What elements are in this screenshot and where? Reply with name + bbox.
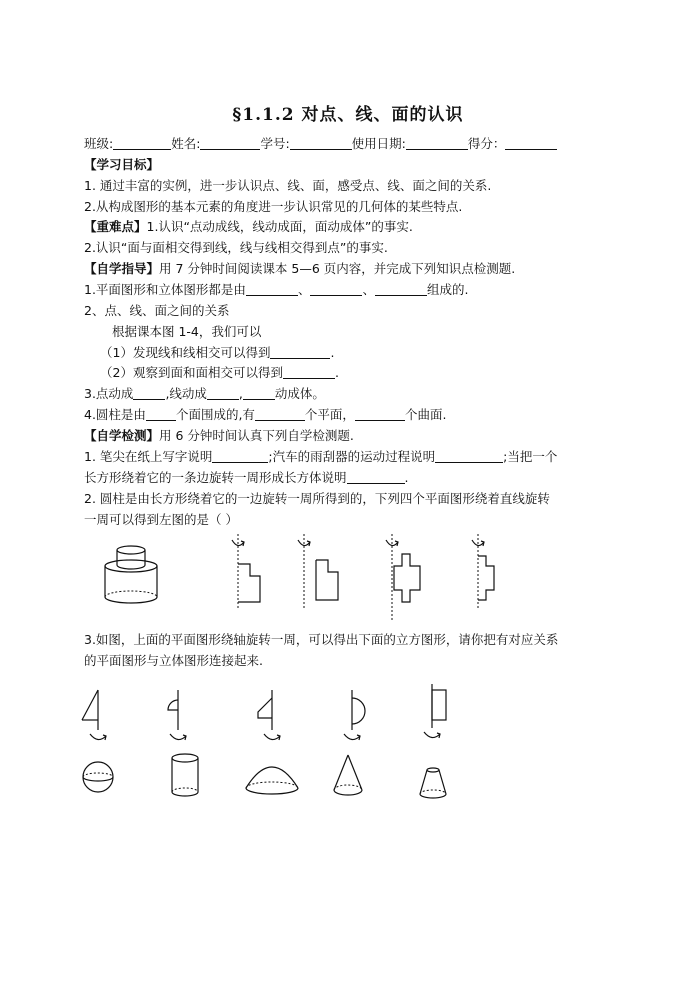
study-q1-blank-1[interactable]	[246, 283, 298, 296]
study-q1-blank-3[interactable]	[375, 283, 427, 296]
option-c-shape	[380, 532, 440, 622]
study-q1-blank-2[interactable]	[310, 283, 362, 296]
plane-semicircle-figure	[338, 688, 383, 750]
study-q3-c: ,	[238, 386, 243, 401]
check-q3-line2: 的平面图形与立体图形连接起来.	[84, 653, 263, 668]
study-q4	[84, 407, 446, 423]
check-q1-blank-3[interactable]	[347, 471, 405, 484]
name-label: 姓名:	[171, 136, 201, 151]
check-q1-b: ;汽车的雨刮器的运动过程说明	[268, 449, 436, 464]
self-check-row	[84, 428, 354, 444]
period: .	[334, 365, 339, 380]
plane-triangle-figure	[78, 688, 123, 750]
study-q3-a: 3.点动成	[84, 386, 134, 401]
study-q3-b: ,线动成	[165, 386, 207, 401]
plane-trapezoid-figure	[248, 688, 293, 750]
study-q3-blank-2[interactable]	[207, 387, 239, 400]
key-points-heading: 【重难点】	[84, 219, 147, 234]
study-q3-blank-3[interactable]	[243, 387, 275, 400]
study-q2-2-blank[interactable]	[283, 366, 335, 379]
check-q3-line1: 3.如图，上面的平面图形绕轴旋转一周，可以得出下面的立方图形，请你把有对应关系	[84, 632, 559, 647]
study-q3	[84, 386, 325, 402]
self-study-row	[84, 261, 515, 277]
self-check-intro: 用 6 分钟时间认真下列自学检测题.	[159, 428, 354, 443]
header-row	[84, 136, 557, 152]
goal-item-1: 1. 通过丰富的实例，进一步认识点、线、面，感受点、线、面之间的关系.	[84, 178, 492, 193]
frustum-figure	[413, 762, 453, 802]
option-d-shape	[468, 532, 513, 612]
study-q2-1-blank[interactable]	[270, 346, 330, 359]
sep: 、	[362, 282, 375, 297]
check-q1-c: ;当把一个	[503, 449, 558, 464]
cylinder-stack-figure	[95, 535, 175, 610]
study-q2-1	[100, 345, 334, 361]
date-blank[interactable]	[406, 137, 468, 150]
check-q1-blank-1[interactable]	[212, 450, 268, 463]
check-q1-a: 1. 笔尖在纸上写字说明	[84, 449, 213, 464]
study-q2: 2、点、线、面之间的关系	[84, 303, 230, 318]
study-q1	[84, 282, 468, 298]
check-q1-blank-2[interactable]	[435, 450, 503, 463]
period: .	[330, 345, 335, 360]
name-blank[interactable]	[200, 137, 260, 150]
cone-figure	[328, 752, 368, 802]
key-points-row	[84, 219, 413, 235]
class-label: 班级:	[84, 136, 114, 151]
check-q1-line1	[84, 449, 557, 465]
score-label: 得分：	[467, 136, 506, 151]
sphere-figure	[78, 755, 123, 800]
spherical-cap-figure	[242, 758, 302, 800]
key-point-2: 2.认识“面与面相交得到线，线与线相交得到点”的事实.	[84, 240, 388, 255]
goal-item-2: 2.从构成图形的基本元素的角度进一步认识常见的几何体的某些特点.	[84, 199, 463, 214]
study-q1-text: 1.平面图形和立体图形都是由	[84, 282, 246, 297]
self-study-intro: 用 7 分钟时间阅读课本 5—6 页内容，并完成下列知识点检测题.	[159, 261, 516, 276]
study-q4-b: 个面围成的,有	[175, 407, 255, 422]
plane-quarter-circle-figure	[160, 688, 205, 750]
study-q2-2-text: （2）观察到面和面相交可以得到	[100, 365, 283, 380]
study-q4-d: 个曲面.	[404, 407, 447, 422]
check-q2-line2: 一周可以得到左图的是（ ）	[84, 512, 238, 527]
study-q4-blank-2[interactable]	[255, 408, 305, 421]
key-point-1: 1.认识“点动成线，线动成面，面动成体”的事实.	[146, 219, 413, 234]
study-q3-d: 动成体。	[274, 386, 325, 401]
study-q4-blank-3[interactable]	[355, 408, 405, 421]
check-q2-line1: 2. 圆柱是由长方形绕着它的一边旋转一周所得到的，下列四个平面图形绕着直线旋转	[84, 491, 550, 506]
sep: 、	[297, 282, 311, 297]
student-no-label: 学号:	[260, 136, 290, 151]
study-q4-a: 4.圆柱是由	[84, 407, 146, 422]
study-q1-end: 组成的.	[426, 282, 469, 297]
page-title: §1.1.2 对点、线、面的认识	[232, 105, 464, 125]
class-blank[interactable]	[113, 137, 171, 150]
option-a-shape	[228, 532, 278, 612]
study-q3-blank-1[interactable]	[133, 387, 165, 400]
study-q2-intro: 根据课本图 1-4，我们可以	[112, 324, 262, 339]
self-study-heading: 【自学指导】	[84, 261, 160, 276]
study-q4-blank-1[interactable]	[146, 408, 176, 421]
study-q2-1-text: （1）发现线和线相交可以得到	[100, 345, 271, 360]
cylinder-figure	[163, 748, 208, 803]
check-q1-d: 长方形绕着它的一条边旋转一周形成长方体说明	[84, 470, 347, 485]
date-label: 使用日期:	[351, 136, 406, 151]
option-b-shape	[294, 532, 349, 612]
student-no-blank[interactable]	[290, 137, 352, 150]
check-q1-line2	[84, 470, 409, 486]
check-q1-e: .	[404, 470, 409, 485]
goals-heading: 【学习目标】	[84, 157, 160, 172]
self-check-heading: 【自学检测】	[84, 428, 160, 443]
study-q2-2	[100, 365, 339, 381]
plane-rectangle-figure	[418, 682, 463, 747]
score-blank[interactable]	[505, 137, 557, 150]
study-q4-c: 个平面，	[304, 407, 355, 422]
